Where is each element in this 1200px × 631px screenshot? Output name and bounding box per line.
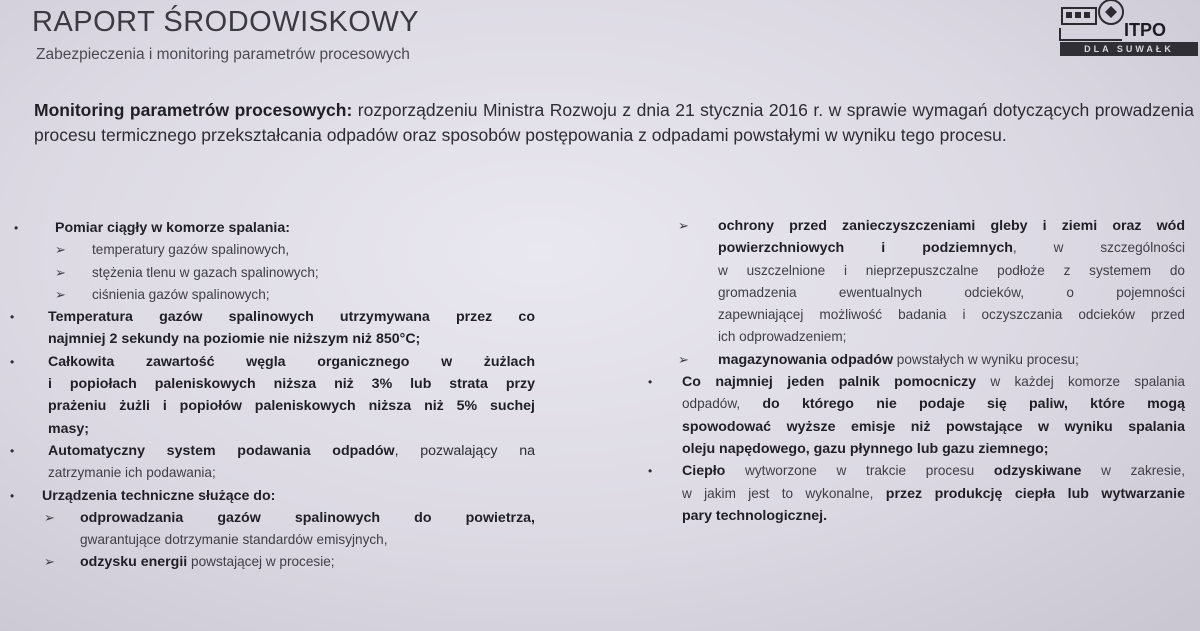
list-item	[640, 371, 1200, 460]
item-text: gwarantujące dotrzymanie standardów emisyjnych,	[80, 532, 388, 548]
item-bold: powierzchniowych i podziemnych	[718, 240, 1013, 257]
item-bold: magazynowania odpadów	[718, 351, 894, 368]
bullet-icon: •	[648, 375, 653, 390]
item-bold: do którego nie podaje się paliw, które mogą	[762, 396, 1185, 413]
item-rest: odpadów,	[682, 396, 763, 412]
item-text	[640, 460, 1185, 482]
item-text: masy;	[48, 420, 90, 437]
list-item	[0, 551, 560, 573]
arrow-icon: ➢	[678, 218, 689, 233]
item-bold: odzysku energii	[80, 554, 188, 571]
item-text: spowodować wyższe emisje niż powstające w wyniku spalania	[682, 418, 1185, 435]
bullet-icon: •	[10, 354, 15, 369]
intro-lead: Monitoring parametrów procesowych:	[34, 100, 353, 120]
item-text	[640, 393, 1185, 415]
bullet-icon: •	[10, 488, 15, 503]
item-bold: Co najmniej jeden palnik pomocniczy	[682, 374, 977, 391]
item-text: w uszczelnione i nieprzepuszczalne podłoże z systemem do	[718, 262, 1185, 278]
right-column	[640, 215, 1200, 527]
item-bold: Ciepło	[682, 463, 726, 480]
item-text	[640, 371, 1185, 393]
arrow-icon: ➢	[678, 351, 689, 367]
itpo-logo	[1052, 0, 1200, 66]
list-item	[0, 306, 560, 351]
list-item	[640, 460, 1200, 527]
item-text: ich odprowadzeniem;	[718, 329, 847, 345]
list-item	[0, 485, 560, 507]
item-text	[0, 440, 535, 462]
item-rest: w zakresie,	[1081, 463, 1186, 479]
bullet-icon: •	[10, 443, 15, 458]
intro-text: rozporządzeniu Ministra Rozwoju z dnia 21 stycznia 2016 r. w sprawie wymagań dotyczących prowadzenia procesu termicznego przekształcania odpadów oraz sposobów postępowania z odpadami powstałymi w wyniku tego procesu.	[34, 100, 1194, 145]
list-item	[0, 507, 560, 552]
item-text: zapewniającej możliwość badania i oczyszczania odcieków przed	[718, 307, 1185, 323]
list-item	[0, 351, 560, 440]
arrow-icon: ➢	[44, 554, 55, 570]
item-text	[0, 551, 560, 573]
list-item	[0, 239, 560, 261]
item-text: zatrzymanie ich podawania;	[48, 465, 216, 481]
arrow-icon: ➢	[55, 286, 66, 302]
slide-subtitle: Zabezpieczenia i monitoring parametrów procesowych	[36, 46, 410, 63]
item-text: stężenia tlenu w gazach spalinowych;	[92, 264, 319, 280]
intro-paragraph	[34, 98, 1194, 148]
item-text	[640, 237, 1185, 259]
arrow-icon: ➢	[55, 264, 66, 280]
item-rest: , w szczególności	[1012, 240, 1185, 256]
item-rest: , pozwalający na	[394, 442, 536, 459]
item-text: Urządzenia techniczne służące do:	[42, 487, 276, 504]
item-bold: odzyskiwane	[993, 463, 1082, 480]
item-bold: przez produkcję ciepła lub wytwarzanie	[885, 485, 1185, 502]
logo-wordmark: ITPO	[1124, 20, 1167, 40]
list-item	[0, 440, 560, 485]
item-text: Temperatura gazów spalinowych utrzymywana przez co	[48, 309, 535, 326]
item-text: pary technologicznej.	[682, 507, 828, 524]
item-text: oleju napędowego, gazu płynnego lub gazu ziemnego;	[682, 440, 1049, 457]
item-text: najmniej 2 sekundy na poziomie nie niższym niż 850°C;	[48, 331, 421, 348]
item-text: Pomiar ciągły w komorze spalania:	[55, 220, 290, 236]
slide-title: RAPORT ŚRODOWISKOWY	[32, 6, 420, 38]
bullet-icon: •	[14, 221, 19, 235]
item-text: prażeniu żużli i popiołów paleniskowych niższa niż 5% suchej	[48, 398, 535, 415]
list-item	[0, 262, 560, 284]
list-item	[0, 217, 560, 239]
list-item	[640, 349, 1200, 371]
item-rest: powstałych w wyniku procesu;	[893, 351, 1079, 367]
arrow-icon: ➢	[55, 242, 66, 258]
item-text: temperatury gazów spalinowych,	[92, 242, 290, 258]
logo-strip: DLA SUWAŁK	[1060, 42, 1198, 56]
item-rest: w jakim jest to wykonalne,	[682, 485, 886, 501]
item-text: i popiołach paleniskowych niższa niż 3% lub strata przy	[48, 376, 535, 393]
arrow-icon: ➢	[44, 509, 55, 525]
item-rest: w każdej komorze spalania	[976, 374, 1185, 390]
list-item	[0, 284, 560, 306]
item-bold: Automatyczny system podawania odpadów	[48, 442, 395, 459]
item-text	[640, 349, 1200, 371]
item-text: Całkowita zawartość węgla organicznego w żużlach	[48, 353, 535, 370]
left-column	[0, 217, 560, 574]
item-text: ochrony przed zanieczyszczeniami gleby i ziemi oraz wód	[718, 218, 1185, 234]
item-rest: powstającej w procesie;	[187, 554, 335, 570]
bullet-icon: •	[648, 464, 653, 479]
list-item	[640, 215, 1200, 349]
item-rest: wytworzone w trakcie procesu	[725, 463, 994, 479]
item-text	[640, 483, 1185, 505]
item-text: gromadzenia ewentualnych odcieków, o pojemności	[718, 284, 1185, 300]
bullet-icon: •	[10, 310, 15, 325]
item-text: ciśnienia gazów spalinowych;	[92, 286, 270, 302]
item-text: odprowadzania gazów spalinowych do powietrza,	[80, 509, 535, 526]
